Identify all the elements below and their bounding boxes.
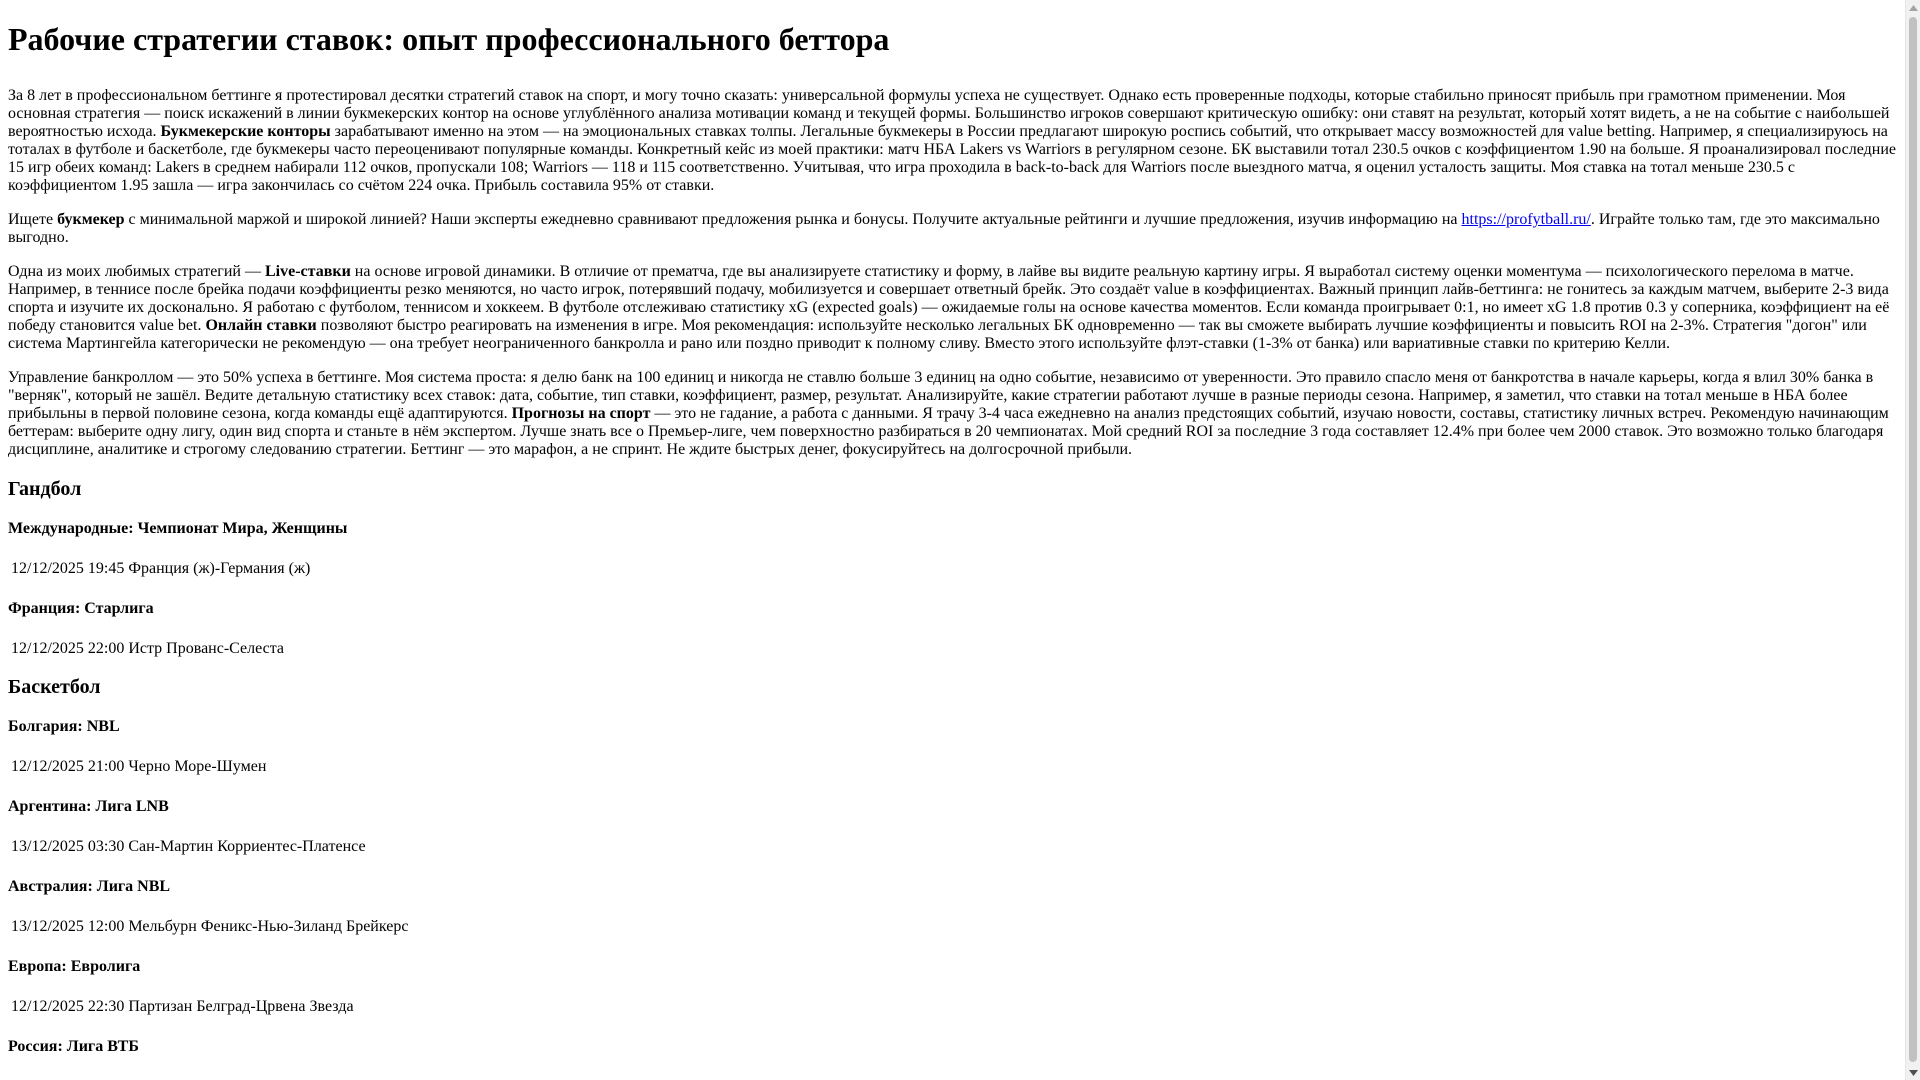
paragraph-text: . Играйте только там, где это максимально выгодно. — [8, 211, 1880, 246]
bold-keyword: Прогнозы на спорт — [511, 405, 651, 422]
match-item: 12/12/2025 21:00 Черно Море-Шумен — [11, 758, 267, 775]
paragraph-text: с минимальной маржой и широкой линией? Наши эксперты ежедневно сравнивают предложения рынка и бонусы. Получите актуальные рейтинги и лучшие предложения, изучив информацию на — [124, 211, 1462, 228]
match-item: 12/12/2025 19:45 Франция (ж)-Германия (ж) — [11, 560, 311, 577]
league-heading: Болгария: NBL — [8, 718, 120, 735]
paragraph-text: — это не гадание, а работа с данными. Я трачу 3-4 часа ежедневно на анализ предстоящих событий, изучаю новости, составы, статистику личных встреч. Рекомендую начинающим беттерам: выберите одну лигу, один вид спорта и станьте в нём экспертом. Лучше знать все о Премьер-лиге, чем поверхностно разбираться в 20 чемпионатах. Мой средний ROI за последние 3 года составляет 12.4% при более чем 2000 ставок. Это возможно только благодаря дисциплине, аналитике и строгому следованию стратегии. Беттинг — это марафон, а не спринт. Не ждите быстрых денег, фокусируйтесь на долгосрочной прибыли. — [8, 405, 1889, 458]
bold-keyword: Live-ставки — [265, 263, 351, 280]
scrollbar-thumb[interactable] — [1909, 17, 1917, 1062]
match-item: 13/12/2025 03:30 Сан-Мартин Корриентес-Платенсе — [11, 838, 366, 855]
match-item: 13/12/2025 12:00 Мельбурн Феникс-Нью-Зиланд Брейкерс — [11, 918, 409, 935]
profytball-link[interactable]: https://profytball.ru/ — [1461, 211, 1591, 228]
league-heading: Аргентина: Лига LNB — [8, 798, 169, 815]
paragraph-text: позволяют быстро реагировать на изменения в игре. Моя рекомендация: используйте несколько легальных БК одновременно — так вы сможете выбирать лучшие коэффициенты и повысить ROI на 2-3%. Стратегия "догон" или система Мартингейла категорически не рекомендую — она требует неограниченного банкролла и рано или поздно приводит к полному сливу. Вместо этого используйте флэт-ставки (1-3% от банка) или вариативные ставки по критерию Келли. — [8, 317, 1867, 352]
league-heading: Россия: Лига ВТБ — [8, 1038, 139, 1055]
scroll-down-arrow-icon[interactable] — [1906, 1065, 1920, 1080]
bold-keyword: букмекер — [57, 211, 125, 228]
league-heading: Франция: Старлига — [8, 600, 154, 617]
paragraph-text: зарабатывают именно на этом — на эмоциональных ставках толпы. Легальные букмекеры в России предлагают широкую роспись событий, что открывает массу возможностей для value betting. Например, я специализируюсь на тоталах в футболе и баскетболе, где букмекеры часто переоценивают популярные команды. Конкретный кейс из моей практики: матч НБА Lakers vs Warriors в регулярном сезоне. БК выставили тотал 230.5 очков с коэффициентом 1.90 на больше. Я проанализировал последние 15 игр обеих команд: Lakers в среднем набирали 112 очков, пропускали 108; Warriors — 118 и 115 соответственно. Учитывая, что игра проходила в back-to-back для Warriors после выездного матча, я оценил усталость защиты. Моя ставка на тотал меньше 230.5 с коэффициентом 1.95 зашла — игра закончилась со счётом 224 очка. Прибыль составила 95% от ставки. — [8, 123, 1897, 194]
paragraph-text: За 8 лет в профессиональном беттинге я протестировал десятки стратегий ставок на спорт, и могу точно сказать: универсальной формулы успеха не существует. Однако есть проверенные подходы, которые стабильно приносят прибыль при грамотном применении. Моя основная стратегия — поиск искажений в линии букмекерских контор на основе углублённого анализа мотивации команд и текущей формы. Большинство игроков совершают критическую ошибку: они ставят на результат, который хотят видеть, а не на событие с наибольшей вероятностью исхода. — [8, 87, 1890, 140]
bold-keyword: Букмекерские конторы — [160, 123, 331, 140]
scroll-up-arrow-icon[interactable] — [1906, 0, 1920, 15]
paragraph-text: Одна из моих любимых стратегий — — [8, 263, 265, 280]
match-item: 12/12/2025 22:30 Партизан Белград-Црвена Звезда — [11, 998, 354, 1015]
paragraph-live — [8, 263, 1900, 353]
league-heading: Международные: Чемпионат Мира, Женщины — [8, 520, 348, 537]
paragraph-text: Ищете — [8, 211, 58, 228]
paragraph-text: Управление банкроллом — это 50% успеха в беттинге. Моя система проста: я делю банк на 100 единиц и никогда не ставлю больше 3 единиц на одно событие, независимо от уверенности. Это правило спасло меня от банкротства в начале карьеры, когда я влил 30% банка в "верняк", который не зашёл. Ведите детальную статистику всех ставок: дата, событие, тип ставки, коэффициент, размер, результат. Анализируйте, какие стратегии работают лучше в разные периоды сезона. Например, я заметил, что ставки на тотал меньше в НБА более прибыльны в первой половине сезона, когда команды ещё адаптируются. — [8, 369, 1874, 422]
league-heading: Европа: Евролига — [8, 958, 141, 975]
page-title: Рабочие стратегии ставок: опыт профессионального беттора — [8, 21, 890, 57]
match-item: 12/12/2025 22:00 Истр Прованс-Селеста — [11, 640, 285, 657]
vertical-scrollbar[interactable] — [1905, 0, 1920, 1080]
paragraph-intro — [8, 87, 1900, 195]
league-heading: Австралия: Лига NBL — [8, 878, 171, 895]
paragraph-text: на основе игровой динамики. В отличие от прематча, где вы анализируете статистику и форму, в лайве вы видите реальную картину игры. Я выработал систему оценки моментума — психологического перелома в матче. Например, в теннисе после брейка подачи коэффициенты резко меняются, но часто игрок, потерявший подачу, мобилизуется и совершает ответный брейк. Это создаёт value в коэффициентах. Важный принцип лайв-беттинга: не гонитесь за каждым матчем, выберите 2-3 вида спорта и изучите их досконально. Я работаю с футболом, теннисом и хоккеем. В футболе отслеживаю статистику xG (expected goals) — ожидаемые голы на основе качества моментов. Если команда проигрывает 0:1, но имеет xG 1.8 против 0.3 у соперника, коэффициент на её победу становится value bet. — [8, 263, 1890, 334]
bold-keyword: Онлайн ставки — [205, 317, 317, 334]
sport-heading: Гандбол — [8, 478, 82, 500]
paragraph-bankroll — [8, 369, 1900, 459]
sport-heading: Баскетбол — [8, 676, 101, 698]
article-page — [8, 0, 1900, 1056]
paragraph-bookmaker — [8, 211, 1900, 247]
